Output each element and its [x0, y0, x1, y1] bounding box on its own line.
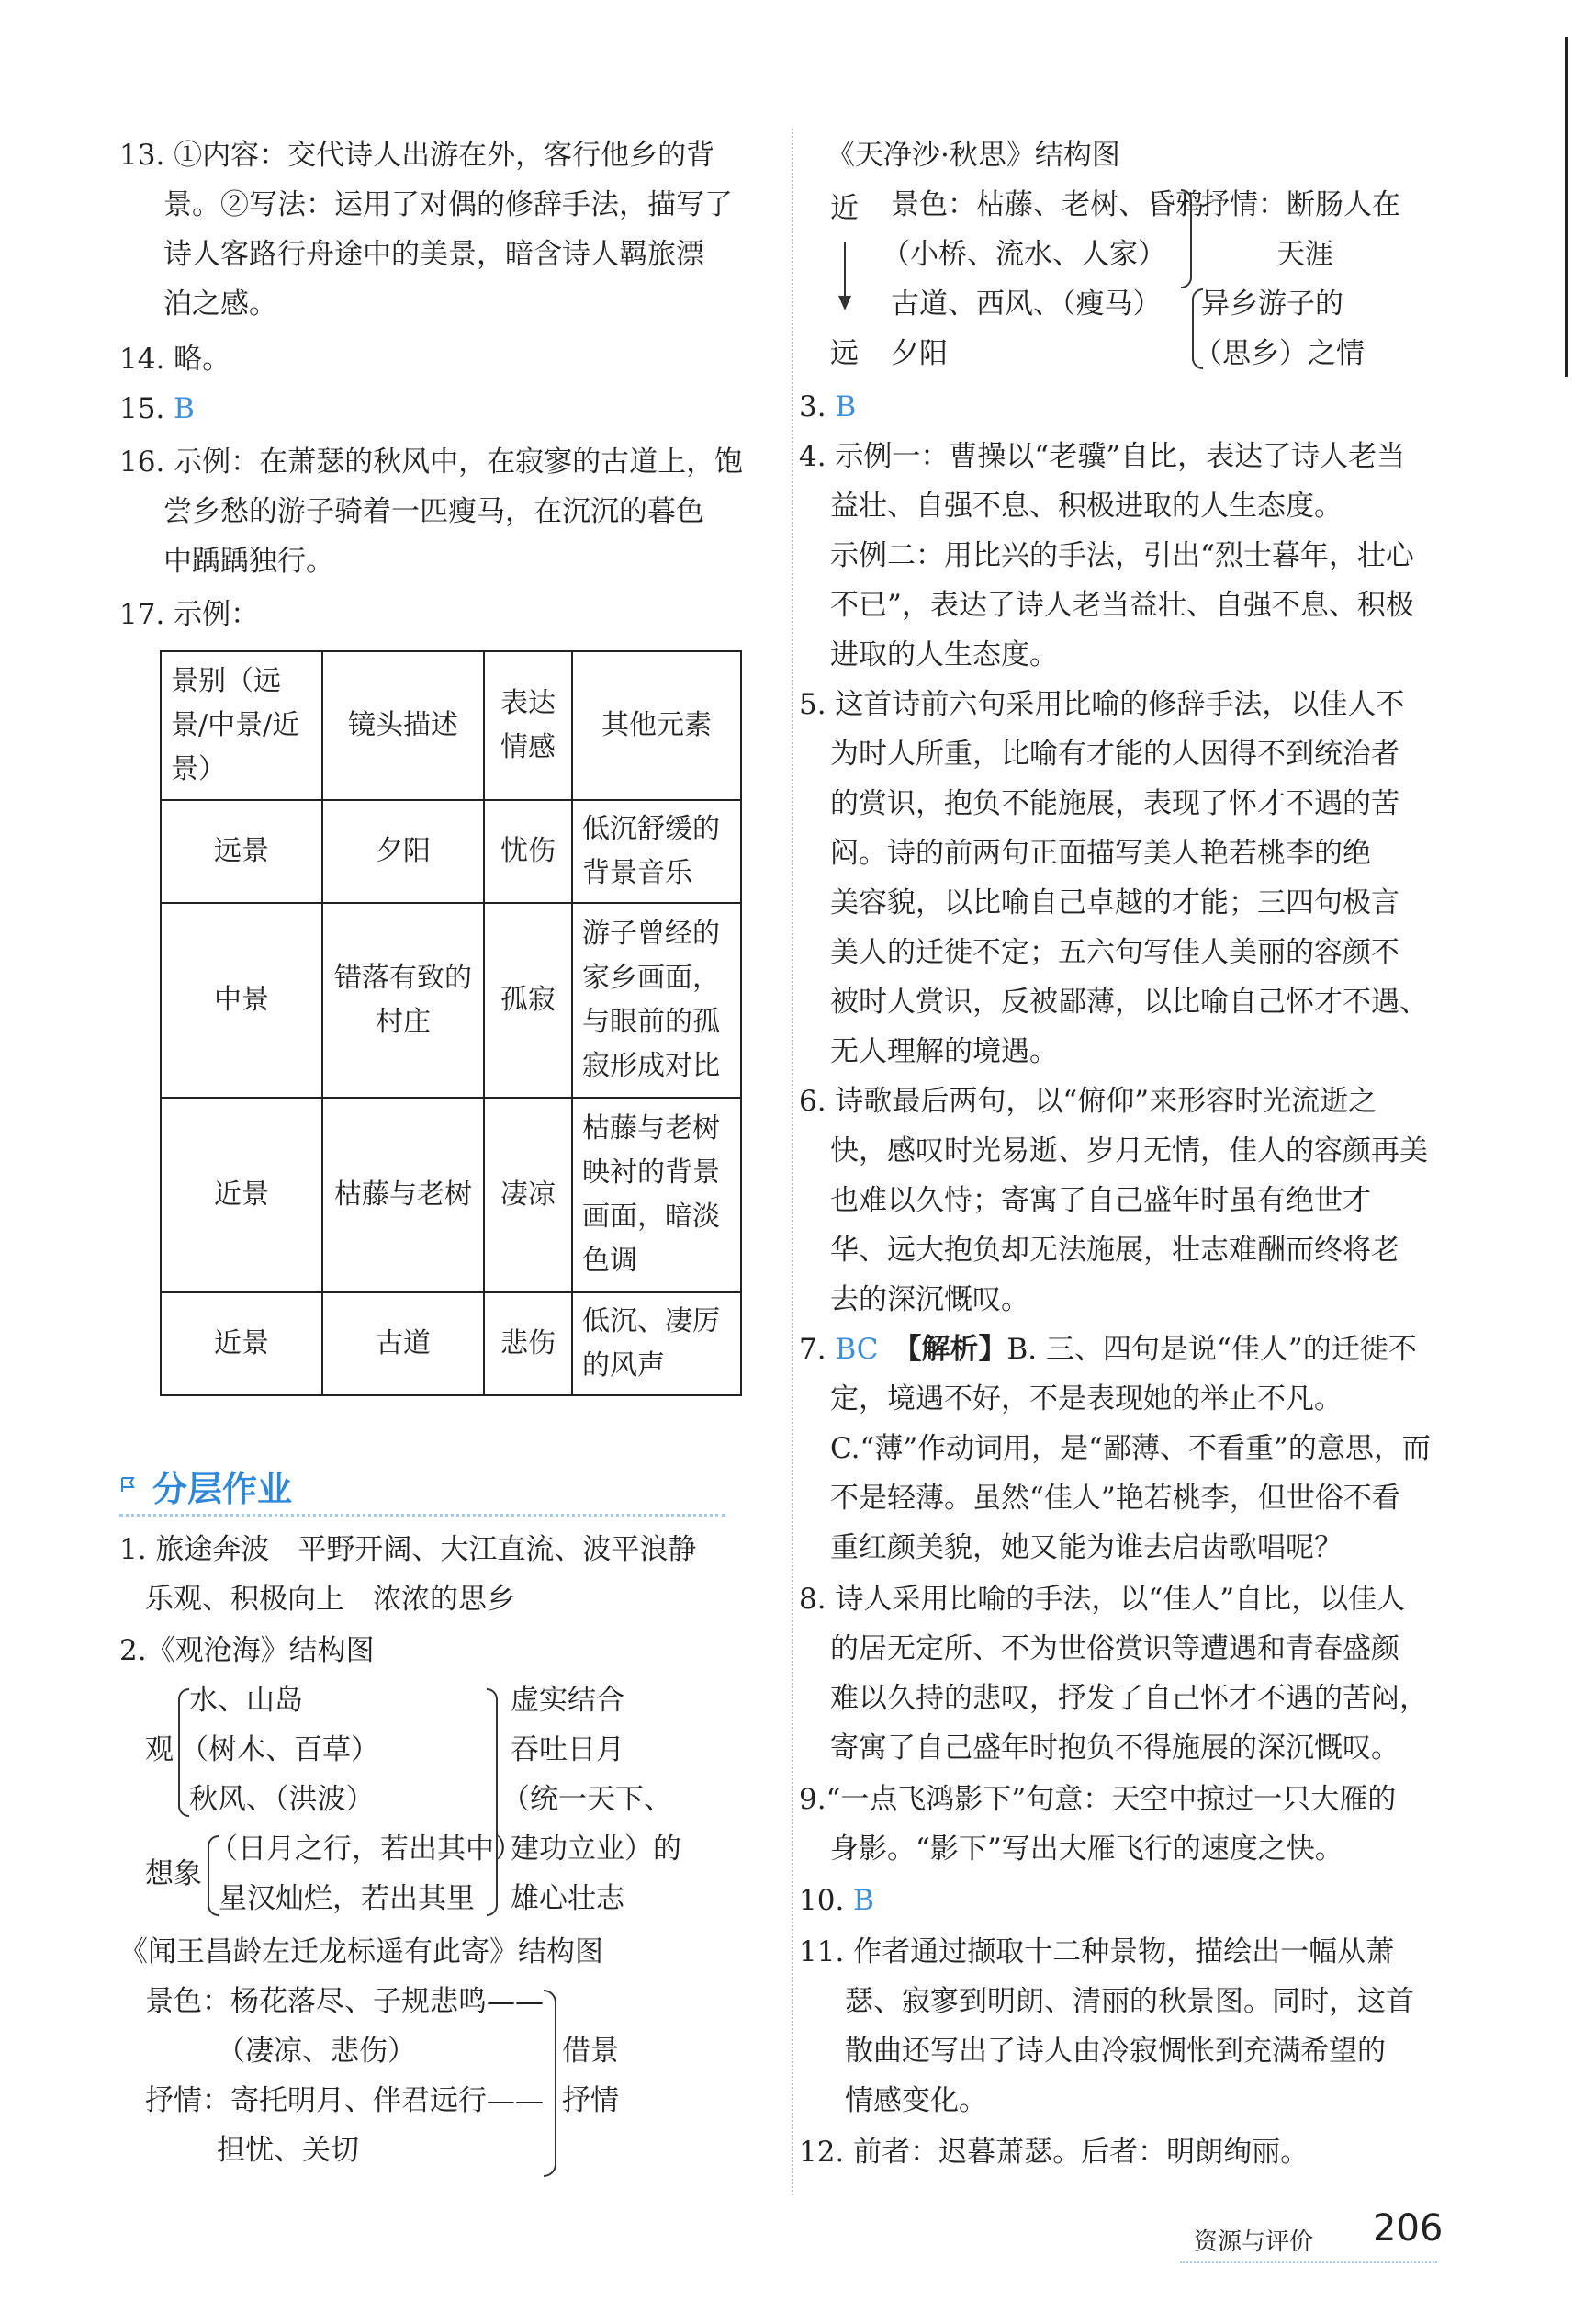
answer-15-num: 15. — [119, 392, 174, 425]
table-row — [161, 800, 741, 903]
answer-9-line: 身影。“影下”写出大雁飞行的速度之快。 — [830, 1833, 1343, 1866]
answer-7-line — [799, 1325, 1417, 1374]
table-cell: 古道 — [322, 1292, 484, 1395]
tianjingsha-scene: 景色：枯藤、老树、昏鸦 — [891, 188, 1204, 221]
far-label: 远 — [830, 337, 859, 370]
answer-15-choice: B — [174, 392, 195, 425]
table-cell: 错落有致的村庄 — [322, 903, 484, 1098]
guan-right-text: （统一天下、 — [501, 1783, 672, 1816]
tianjingsha-scene: （小桥、流水、人家） — [882, 238, 1166, 271]
section-underline — [119, 1514, 725, 1517]
guan-label: 观 — [145, 1733, 174, 1766]
wen-left-text: 抒情：寄托明月、伴君远行—— — [145, 2084, 544, 2117]
answer-4-line: 4. 示例一：曹操以“老骥”自比，表达了诗人老当 — [799, 440, 1406, 473]
table-header-cell: 表达情感 — [484, 651, 572, 800]
table-cell: 忧伤 — [484, 800, 572, 903]
answer-7-line: 重红颜美貌，她又能为谁去启齿歌唱呢？ — [830, 1531, 1343, 1564]
answer-4-line: 进取的人生态度。 — [830, 638, 1058, 671]
answer-11-line: 11. 作者通过撷取十二种景物，描绘出一幅从萧 — [799, 1935, 1395, 1968]
answer-10-num: 10. — [799, 1884, 854, 1917]
guan-right-text: 建功立业）的 — [511, 1833, 681, 1866]
table-cell: 孤寂 — [484, 903, 572, 1098]
analysis-tag: 【解析】 — [893, 1333, 1007, 1366]
answer-10 — [799, 1876, 874, 1925]
section-title: 分层作业 — [152, 1469, 293, 1509]
answer-5-line: 无人理解的境遇。 — [830, 1035, 1058, 1068]
answer-5-line: 为时人所重，比喻有才能的人因得不到统治者 — [830, 738, 1399, 771]
answer-6-line: 华、远大抱负却无法施展，壮志难酬而终将老 — [830, 1234, 1399, 1267]
answer-4-line: 示例二：用比兴的手法，引出“烈士暮年，壮心 — [830, 539, 1414, 572]
table-header-row — [161, 651, 741, 800]
answer-7-line: C.“薄”作动词用，是“鄙薄、不看重”的意思，而 — [830, 1432, 1431, 1465]
guan-right-text: 雄心壮志 — [511, 1882, 624, 1915]
answer-3-num: 3. — [799, 390, 836, 423]
homework-2-title: 2.《观沧海》结构图 — [119, 1634, 375, 1667]
guan-right-brace — [487, 1688, 498, 1916]
tianjingsha-emotion: 天涯 — [1276, 238, 1333, 271]
table-row — [161, 1098, 741, 1292]
answer-5-line: 5. 这首诗前六句采用比喻的修辞手法，以佳人不 — [799, 688, 1405, 721]
table-cell: 夕阳 — [322, 800, 484, 903]
xiang-label: 想象 — [145, 1857, 202, 1890]
answer-6-line: 快，感叹时光易逝、岁月无情，佳人的容颜再美 — [830, 1134, 1428, 1167]
guan-item: 水、山岛 — [189, 1684, 303, 1717]
page-edge-bar — [1565, 37, 1568, 377]
table-cell: 远景 — [161, 800, 322, 903]
answer-11-line: 散曲还写出了诗人由冷寂惆怅到充满希望的 — [845, 2035, 1386, 2068]
scene-table — [160, 650, 742, 1396]
answer-7-line: 定，境遇不好，不是表现她的举止不凡。 — [830, 1382, 1343, 1415]
guan-item: 秋风、（洪波） — [189, 1783, 375, 1816]
answer-3 — [799, 382, 856, 432]
table-cell: 枯藤与老树映衬的背景画面，暗淡色调 — [572, 1098, 741, 1292]
table-cell: 凄凉 — [484, 1098, 572, 1292]
section-flag-icon — [119, 1474, 140, 1494]
tianjingsha-emotion: 抒情：断肠人在 — [1201, 188, 1400, 221]
answer-8-line: 的居无定所、不为世俗赏识等遭遇和青春盛颜 — [830, 1632, 1399, 1665]
answer-5-line: 美容貌，以比喻自己卓越的才能；三四句极言 — [830, 886, 1399, 919]
table-cell: 枯藤与老树 — [322, 1098, 484, 1292]
wen-right-text: 借景 — [562, 2035, 619, 2068]
answer-13-line: 泊之感。 — [163, 288, 277, 321]
guan-right-text: 虚实结合 — [511, 1684, 624, 1717]
answer-11-line: 情感变化。 — [845, 2084, 987, 2117]
tianjingsha-emotion: （思乡）之情 — [1194, 337, 1365, 370]
table-header-cell: 其他元素 — [572, 651, 741, 800]
answer-14: 14. 略。 — [119, 343, 231, 376]
footer-label: 资源与评价 — [1194, 2228, 1314, 2256]
wen-brace — [544, 1990, 556, 2177]
table-cell: 游子曾经的家乡画面，与眼前的孤寂形成对比 — [572, 903, 741, 1098]
tianjingsha-scene: 夕阳 — [891, 337, 948, 370]
column-divider — [792, 129, 793, 2195]
answer-6-line: 6. 诗歌最后两句，以“俯仰”来形容时光流逝之 — [799, 1085, 1377, 1118]
table-cell: 近景 — [161, 1098, 322, 1292]
table-cell: 低沉舒缓的背景音乐 — [572, 800, 741, 903]
guan-item: （树木、百草） — [180, 1733, 379, 1766]
answer-5-line: 美人的迁徙不定；五六句写佳人美丽的容颜不 — [830, 936, 1399, 969]
answer-7-first: B. 三、四句是说“佳人”的迁徙不 — [1006, 1333, 1417, 1366]
wen-left-text: （凄凉、悲伤） — [217, 2035, 416, 2068]
answer-6-line: 去的深沉慨叹。 — [830, 1283, 1029, 1316]
table-row — [161, 1292, 741, 1395]
answer-17: 17. 示例： — [119, 598, 260, 631]
footer-underline — [1180, 2261, 1437, 2263]
table-cell: 中景 — [161, 903, 322, 1098]
answer-13-line: 景。②写法：运用了对偶的修辞手法，描写了 — [163, 188, 733, 221]
answer-5-line: 的赏识，抱负不能施展，表现了怀才不遇的苦 — [830, 787, 1399, 820]
table-cell: 近景 — [161, 1292, 322, 1395]
near-label: 近 — [830, 192, 859, 225]
table-header-cell: 镜头描述 — [322, 651, 484, 800]
answer-3-choice: B — [835, 390, 857, 423]
answer-13-line: 13. ①内容：交代诗人出游在外，客行他乡的背 — [119, 139, 715, 172]
wen-right-text: 抒情 — [562, 2084, 619, 2117]
xiang-item: （日月之行，若出其中） — [209, 1833, 523, 1866]
answer-8-line: 难以久持的悲叹，抒发了自己怀才不遇的苦闷， — [830, 1682, 1428, 1715]
answer-9-line: 9.“一点飞鸿影下”句意：天空中掠过一只大雁的 — [799, 1783, 1397, 1816]
tianjingsha-title: 《天净沙·秋思》结构图 — [826, 139, 1120, 172]
tianjingsha-emotion: 异乡游子的 — [1201, 288, 1343, 321]
answer-7-choice: BC — [835, 1333, 879, 1366]
answer-15 — [119, 384, 195, 434]
wen-left-text: 担忧、关切 — [217, 2134, 359, 2167]
answer-4-line: 益壮、自强不息、积极进取的人生态度。 — [830, 490, 1343, 523]
answer-5-line: 闷。诗的前两句正面描写美人艳若桃李的绝 — [830, 837, 1371, 870]
answer-8-line: 8. 诗人采用比喻的手法，以“佳人”自比，以佳人 — [799, 1583, 1406, 1616]
tianjingsha-brace — [1181, 189, 1192, 288]
answer-12: 12. 前者：迟暮萧瑟。后者：明朗绚丽。 — [799, 2136, 1309, 2169]
answer-7-line: 不是轻薄。虽然“佳人”艳若桃李，但世俗不看 — [830, 1482, 1400, 1515]
answer-8-line: 寄寓了自己盛年时抱负不得施展的深沉慨叹。 — [830, 1731, 1399, 1765]
table-row — [161, 903, 741, 1098]
tianjingsha-scene: 古道、西风、（瘦马） — [891, 288, 1162, 321]
homework-1-line: 1. 旅途奔波 平野开阔、大江直流、波平浪静 — [119, 1533, 697, 1566]
answer-6-line: 也难以久恃；寄寓了自己盛年时虽有绝世才 — [830, 1184, 1371, 1217]
answer-16-line: 中踽踽独行。 — [163, 545, 334, 578]
answer-13-line: 诗人客路行舟途中的美景，暗含诗人羁旅漂 — [163, 238, 704, 271]
homework-1-line: 乐观、积极向上 浓浓的思乡 — [145, 1583, 515, 1616]
table-cell: 悲伤 — [484, 1292, 572, 1395]
table-header-cell: 景别（远景/中景/近景） — [161, 651, 322, 800]
table-cell: 低沉、凄厉的风声 — [572, 1292, 741, 1395]
page-number: 206 — [1373, 2207, 1444, 2250]
guan-right-text: 吞吐日月 — [511, 1733, 624, 1766]
answer-16-line: 16. 示例：在萧瑟的秋风中，在寂寥的古道上，饱 — [119, 445, 744, 479]
answer-7-num: 7. — [799, 1333, 836, 1366]
answer-5-line: 被时人赏识，反被鄙薄，以比喻自己怀才不遇、 — [830, 986, 1428, 1019]
answer-10-choice: B — [853, 1884, 874, 1917]
wen-title: 《闻王昌龄左迁龙标遥有此寄》结构图 — [119, 1935, 603, 1968]
wen-left-text: 景色：杨花落尽、子规悲鸣—— — [145, 1985, 544, 2018]
answer-4-line: 不已”，表达了诗人老当益壮、自强不息、积极 — [830, 589, 1414, 622]
answer-11-line: 瑟、寂寥到明朗、清丽的秋景图。同时，这首 — [845, 1985, 1414, 2018]
xiang-item: 星汉灿烂，若出其里 — [219, 1882, 475, 1915]
arrow-down-icon — [831, 241, 859, 314]
answer-16-line: 尝乡愁的游子骑着一匹瘦马，在沉沉的暮色 — [163, 495, 704, 528]
